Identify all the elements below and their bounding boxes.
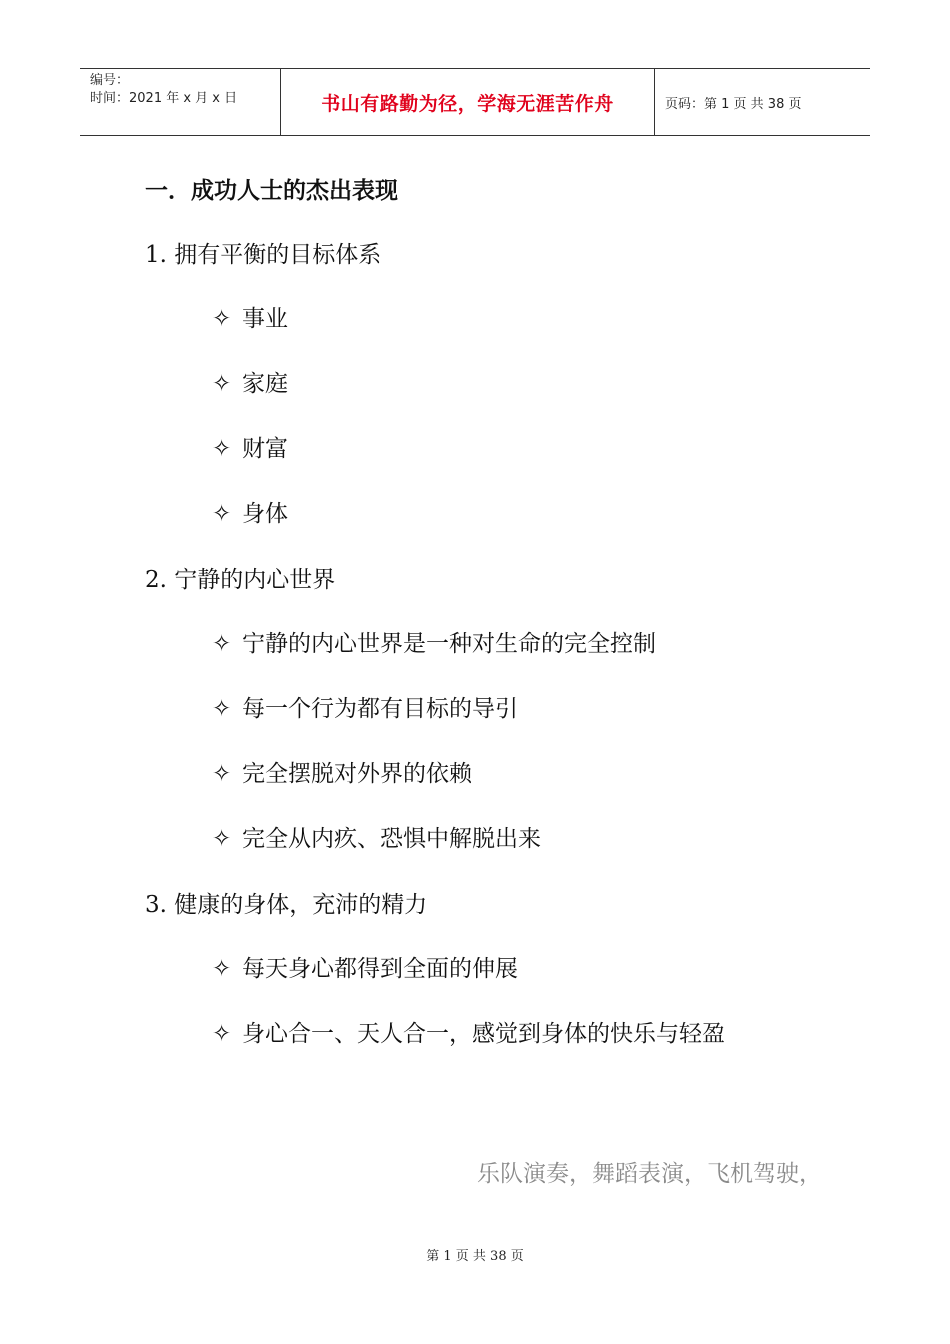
bullet-item [212,755,472,788]
bullet-item [212,625,656,658]
bullet-item [212,820,541,853]
star-bullet-icon: ✧ [212,761,232,787]
bullet-text: 身心合一、天人合一，感觉到身体的快乐与轻盈 [242,1021,725,1047]
list-item-3: 3. 健康的身体，充沛的精力 [145,892,428,918]
bullet-text: 财富 [242,436,288,462]
star-bullet-icon: ✧ [212,696,232,722]
header-meta [80,69,281,135]
bullet-item [212,430,288,463]
date-label: 时间：2021 年 x 月 x 日 [90,91,238,106]
bullet-item [212,1015,725,1048]
bullet-text: 身体 [242,501,288,527]
bullet-item [212,950,518,983]
star-bullet-icon: ✧ [212,306,232,332]
header-page-info: 页码：第 1 页 共 38 页 [665,96,802,112]
watermark-text: 乐队演奏，舞蹈表演，飞机驾驶， [477,1161,822,1187]
star-bullet-icon: ✧ [212,436,232,462]
page-header [80,68,870,136]
header-motto: 书山有路勤为径，学海无涯苦作舟 [281,69,655,135]
section-title: 一．成功人士的杰出表现 [145,178,398,204]
bullet-item [212,690,518,723]
star-bullet-icon: ✧ [212,371,232,397]
star-bullet-icon: ✧ [212,501,232,527]
list-item-2: 2. 宁静的内心世界 [145,567,336,593]
number-label: 编号： [90,73,130,88]
star-bullet-icon: ✧ [212,826,232,852]
bullet-text: 每一个行为都有目标的导引 [242,696,518,722]
star-bullet-icon: ✧ [212,1021,232,1047]
bullet-item [212,300,288,333]
bullet-item [212,365,288,398]
list-item-1: 1. 拥有平衡的目标体系 [145,242,382,268]
bullet-text: 完全从内疚、恐惧中解脱出来 [242,826,541,852]
bullet-text: 家庭 [242,371,288,397]
bullet-text: 宁静的内心世界是一种对生命的完全控制 [242,631,656,657]
star-bullet-icon: ✧ [212,631,232,657]
bullet-text: 事业 [242,306,288,332]
star-bullet-icon: ✧ [212,956,232,982]
bullet-item [212,495,288,528]
bullet-text: 完全摆脱对外界的依赖 [242,761,472,787]
page-footer: 第 1 页 共 38 页 [426,1249,524,1264]
bullet-text: 每天身心都得到全面的伸展 [242,956,518,982]
